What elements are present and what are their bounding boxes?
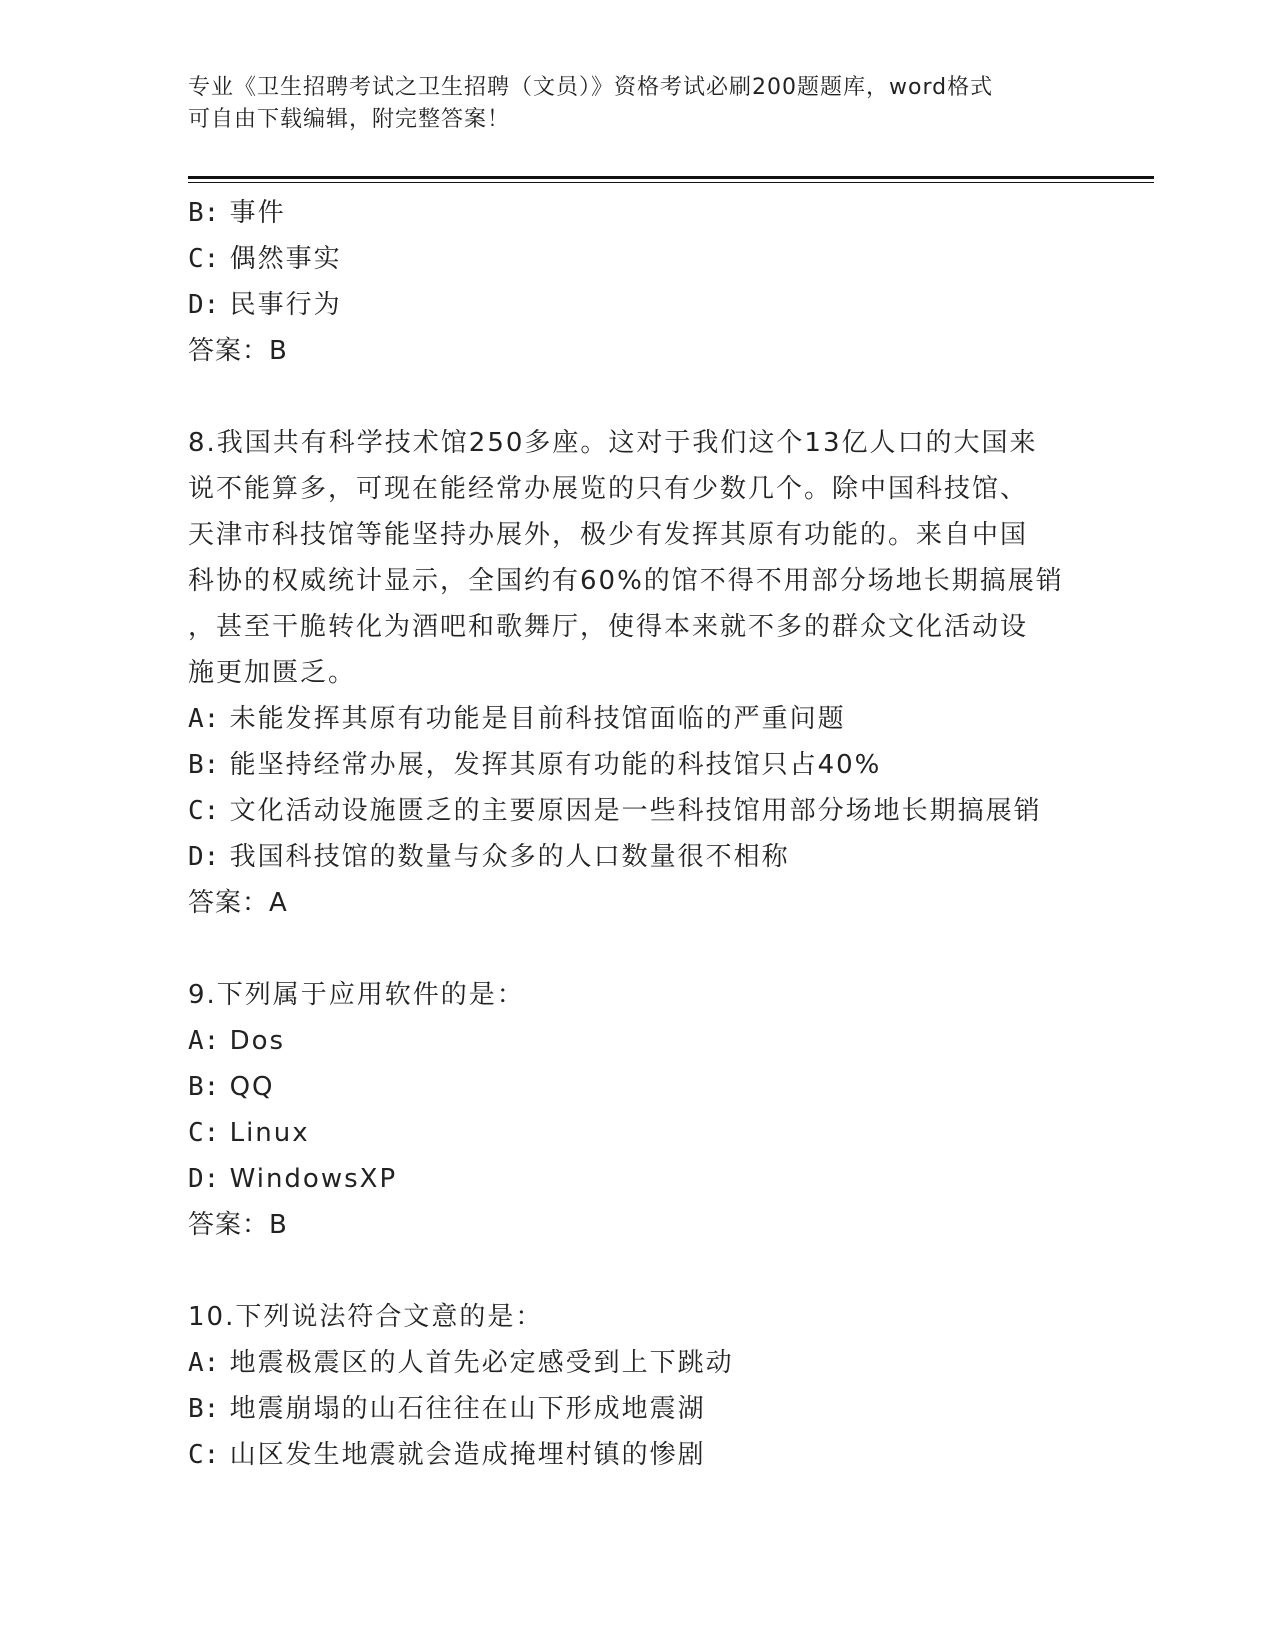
question-8-stem-line: 说不能算多，可现在能经常办展览的只有少数几个。除中国科技馆、 [188, 474, 1029, 504]
spacer [188, 374, 1088, 420]
option-text: 山区发生地震就会造成掩埋村镇的惨剧 [229, 1440, 706, 1470]
option-key: C: [188, 1118, 220, 1148]
option-key: A: [188, 704, 220, 734]
header-title-line-1: 专业《卫生招聘考试之卫生招聘（文员）》资格考试必刷200题题库，word格式 [188, 75, 994, 100]
option-d [188, 834, 1088, 880]
option-text: 偶然事实 [229, 244, 342, 274]
option-key: C: [188, 244, 220, 274]
option-key: A: [188, 1348, 220, 1378]
option-text: WindowsXP [229, 1164, 398, 1194]
question-9 [188, 972, 1088, 1248]
option-b [188, 1386, 1088, 1432]
option-b [188, 190, 1088, 236]
option-key: B: [188, 198, 220, 228]
option-a [188, 696, 1088, 742]
option-b [188, 742, 1088, 788]
question-8-stem-line: 8.我国共有科学技术馆250多座。这对于我们这个13亿人口的大国来 [188, 428, 1038, 458]
header-rule-thick [188, 176, 1154, 179]
option-text: Dos [229, 1026, 286, 1056]
question-10 [188, 1294, 1088, 1478]
option-c [188, 1432, 1088, 1478]
option-key: B: [188, 750, 220, 780]
question-8-stem-line: ，甚至干脆转化为酒吧和歌舞厅，使得本来就不多的群众文化活动设 [188, 612, 1029, 642]
question-8-stem-line: 天津市科技馆等能坚持办展外，极少有发挥其原有功能的。来自中国 [188, 520, 1029, 550]
header-title-line-2: 可自由下载编辑，附完整答案！ [188, 107, 511, 132]
header-rule-thin [188, 182, 1154, 183]
question-content [188, 190, 1088, 1478]
option-key: A: [188, 1026, 220, 1056]
question-9-answer: 答案：B [188, 1210, 288, 1240]
option-text: 能坚持经常办展，发挥其原有功能的科技馆只占40% [229, 750, 882, 780]
option-key: B: [188, 1394, 220, 1424]
option-text: 我国科技馆的数量与众多的人口数量很不相称 [229, 842, 790, 872]
question-10-stem: 10.下列说法符合文意的是： [188, 1302, 544, 1332]
option-d [188, 1156, 1088, 1202]
option-key: D: [188, 1164, 220, 1194]
option-text: 民事行为 [229, 290, 342, 320]
option-key: D: [188, 290, 220, 320]
option-text: 地震崩塌的山石往往在山下形成地震湖 [229, 1394, 706, 1424]
spacer [188, 1248, 1088, 1294]
option-key: C: [188, 796, 220, 826]
option-text: 事件 [229, 198, 286, 228]
option-c [188, 1110, 1088, 1156]
question-8-stem-line: 施更加匮乏。 [188, 658, 357, 688]
option-text: Linux [229, 1118, 310, 1148]
question-7-answer: 答案：B [188, 336, 288, 366]
spacer [188, 926, 1088, 972]
option-d [188, 282, 1088, 328]
question-9-stem: 9.下列属于应用软件的是： [188, 980, 525, 1010]
page-header [188, 72, 1088, 136]
option-b [188, 1064, 1088, 1110]
option-a [188, 1018, 1088, 1064]
option-c [188, 236, 1088, 282]
question-8-answer: 答案：A [188, 888, 288, 918]
question-8 [188, 420, 1088, 926]
option-c [188, 788, 1088, 834]
option-text: 文化活动设施匮乏的主要原因是一些科技馆用部分场地长期搞展销 [229, 796, 1042, 826]
question-8-stem-line: 科协的权威统计显示，全国约有60%的馆不得不用部分场地长期搞展销 [188, 566, 1064, 596]
option-text: QQ [229, 1072, 275, 1102]
option-a [188, 1340, 1088, 1386]
option-key: D: [188, 842, 220, 872]
question-7-options [188, 190, 1088, 374]
option-text: 地震极震区的人首先必定感受到上下跳动 [229, 1348, 734, 1378]
option-key: C: [188, 1440, 220, 1470]
option-text: 未能发挥其原有功能是目前科技馆面临的严重问题 [229, 704, 846, 734]
option-key: B: [188, 1072, 220, 1102]
